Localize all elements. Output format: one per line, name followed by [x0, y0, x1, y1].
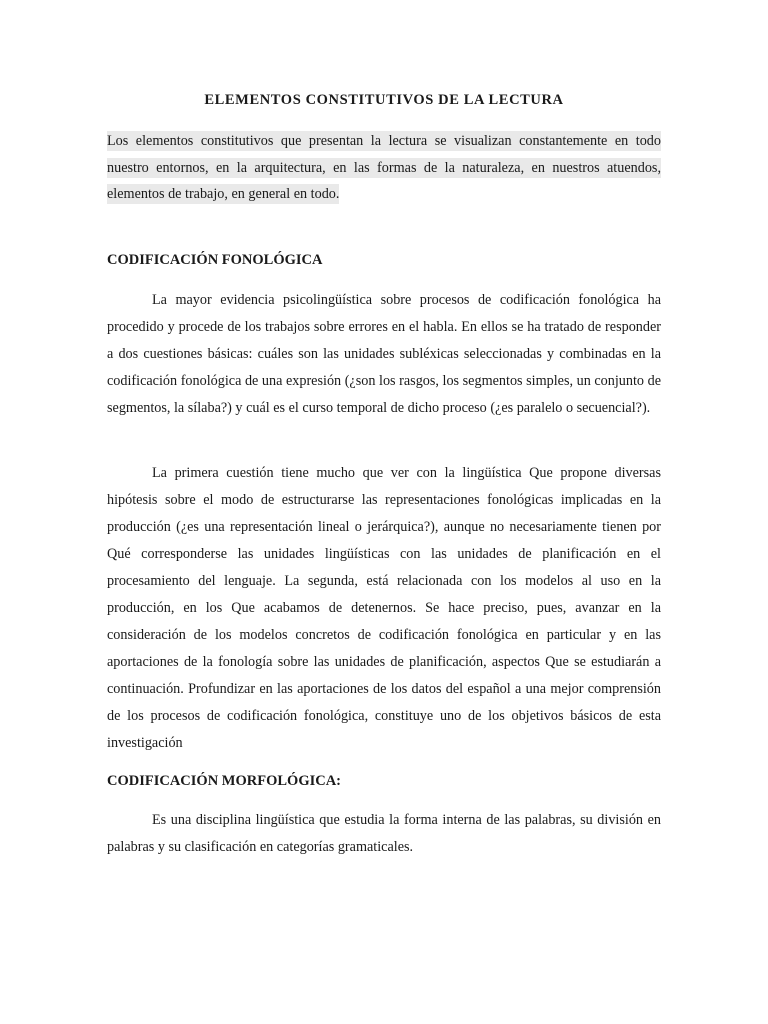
morfologica-paragraph-1: Es una disciplina lingüística que estudia la forma interna de las palabras, su división en palabras y su clasificación en categorías gramaticales.	[107, 812, 661, 855]
fonologica-paragraph-1: La mayor evidencia psicolingüística sobre procesos de codificación fonológica ha procedido y procede de los trabajos sobre errores en el habla. En ellos se ha tratado de responder a dos cuestiones básicas: cuáles son las unidades subléxicas seleccionadas y combinadas en la codificación fonológica de una expresión (¿son los rasgos, los segmentos simples, un conjunto de segmentos, la sílaba?) y cuál es el curso temporal de dicho proceso (¿es paralelo o secuencial?).	[107, 292, 661, 416]
intro-highlighted-text: Los elementos constitutivos que presentan la lectura se visualizan constantemente en todo nuestro entornos, en la arquitectura, en las formas de la naturaleza, en nuestros atuendos, elementos de trabajo, en general en todo.	[107, 133, 661, 202]
document-title: ELEMENTOS CONSTITUTIVOS DE LA LECTURA	[204, 92, 564, 108]
section-heading-fonologica: CODIFICACIÓN FONOLÓGICA	[107, 252, 323, 268]
intro-paragraph	[107, 128, 661, 208]
section-heading-morfologica: CODIFICACIÓN MORFOLÓGICA:	[107, 773, 342, 789]
fonologica-paragraph-2: La primera cuestión tiene mucho que ver con la lingüística Que propone diversas hipótesis sobre el modo de estructurarse las representaciones fonológicas implicadas en la producción (¿es una representación lineal o jerárquica?), aunque no necesariamente tienen por Qué corresponderse las unidades lingüísticas con las unidades de planificación en el procesamiento del lenguaje. La segunda, está relacionada con los modelos al uso en la producción, en los Que acabamos de detenernos. Se hace preciso, pues, avanzar en la consideración de los modelos concretos de codificación fonológica en particular y en las aportaciones de la fonología sobre las unidades de planificación, aspectos Que se estudiarán a continuación. Profundizar en las aportaciones de los datos del español a una mejor comprensión de los procesos de codificación fonológica, constituye uno de los objetivos básicos de esta investigación	[107, 465, 661, 751]
